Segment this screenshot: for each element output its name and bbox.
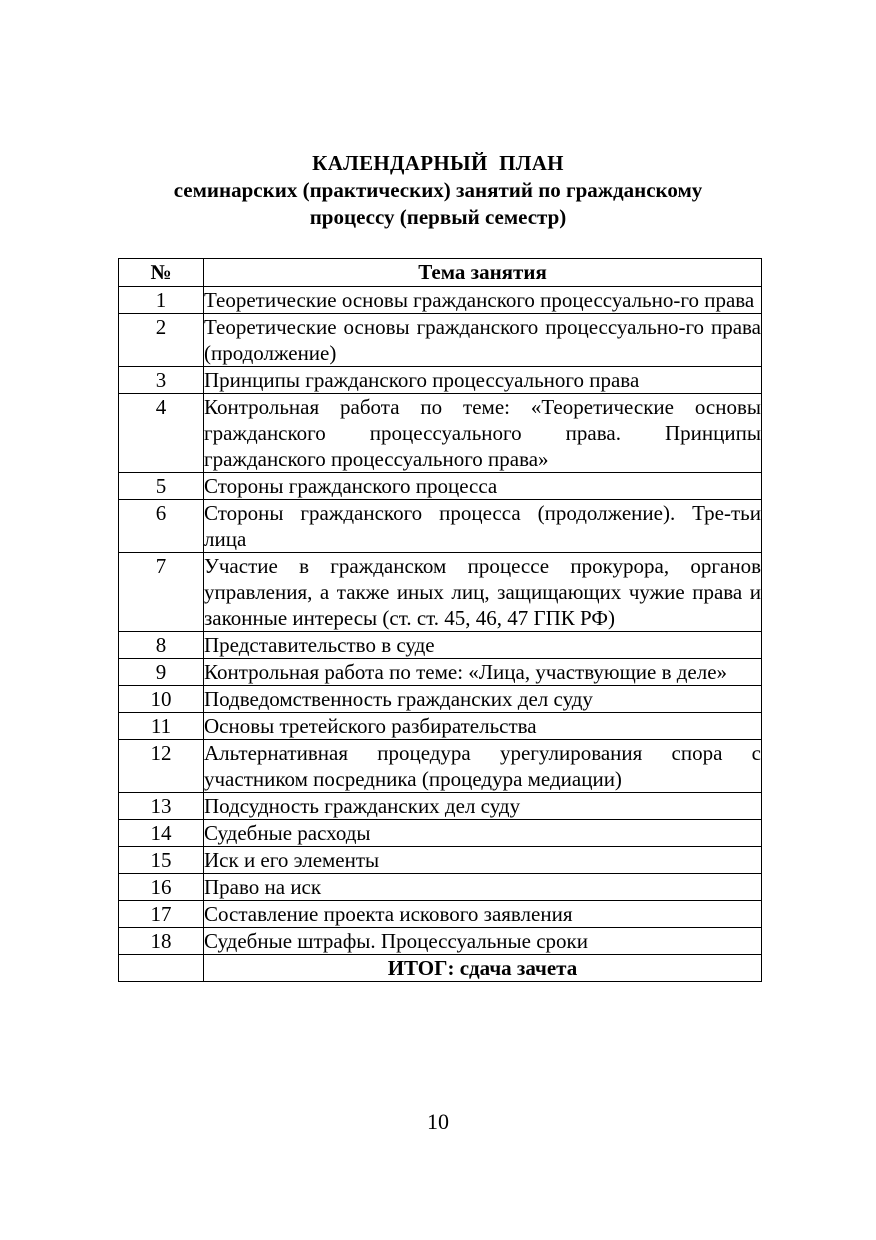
row-topic: Основы третейского разбирательства <box>204 713 762 740</box>
row-topic: Судебные штрафы. Процессуальные сроки <box>204 928 762 955</box>
table-row <box>119 394 762 473</box>
row-number: 11 <box>119 713 204 740</box>
table-row <box>119 367 762 394</box>
row-number: 9 <box>119 659 204 686</box>
table-row <box>119 928 762 955</box>
total-row-label: ИТОГ: сдача зачета <box>204 955 762 982</box>
row-topic: Судебные расходы <box>204 820 762 847</box>
row-topic: Подведомственность гражданских дел суду <box>204 686 762 713</box>
row-topic: Контрольная работа по теме: «Теоретические основы гражданского процессуального права. Принципы гражданского процессуального права» <box>204 395 761 471</box>
row-topic: Стороны гражданского процесса (продолжение). Тре-тьи лица <box>204 501 761 551</box>
row-topic: Право на иск <box>204 874 762 901</box>
table-row <box>119 287 762 314</box>
column-header-number: № <box>119 259 204 287</box>
row-topic: Альтернативная процедура урегулирования спора с участником посредника (процедура медиации) <box>204 741 761 791</box>
row-topic: Составление проекта искового заявления <box>204 901 762 928</box>
row-number: 10 <box>119 686 204 713</box>
page-subtitle-line-2: процессу (первый семестр) <box>309 205 567 229</box>
table-row <box>119 740 762 793</box>
page-subtitle-line-1: семинарских (практических) занятий по гражданскому <box>173 178 703 202</box>
table-row <box>119 793 762 820</box>
table-row <box>119 847 762 874</box>
row-number: 4 <box>119 394 204 473</box>
row-number: 16 <box>119 874 204 901</box>
row-topic: Теоретические основы гражданского процессуально-го права (продолжение) <box>204 315 761 365</box>
row-number: 3 <box>119 367 204 394</box>
table-row <box>119 553 762 632</box>
row-number: 17 <box>119 901 204 928</box>
table-header-row <box>119 259 762 287</box>
page-title: КАЛЕНДАРНЫЙ ПЛАН <box>312 151 564 175</box>
row-number: 12 <box>119 740 204 793</box>
title-block <box>0 150 876 231</box>
row-number: 13 <box>119 793 204 820</box>
row-topic: Теоретические основы гражданского процессуально-го права <box>204 287 762 314</box>
table-row <box>119 314 762 367</box>
table-row <box>119 473 762 500</box>
table-row <box>119 500 762 553</box>
table-row <box>119 874 762 901</box>
table-row <box>119 686 762 713</box>
column-header-topic: Тема занятия <box>204 259 762 287</box>
total-row-number-cell <box>119 955 204 982</box>
table-row <box>119 659 762 686</box>
table-total-row <box>119 955 762 982</box>
seminar-plan-table <box>118 258 762 982</box>
row-number: 8 <box>119 632 204 659</box>
row-topic: Иск и его элементы <box>204 847 762 874</box>
row-number: 6 <box>119 500 204 553</box>
page-number: 10 <box>427 1109 449 1134</box>
row-number: 1 <box>119 287 204 314</box>
row-topic: Подсудность гражданских дел суду <box>204 793 762 820</box>
table-row <box>119 901 762 928</box>
table-row <box>119 713 762 740</box>
table-row <box>119 632 762 659</box>
row-topic: Представительство в суде <box>204 632 762 659</box>
row-topic: Контрольная работа по теме: «Лица, участвующие в деле» <box>204 659 762 686</box>
table-row <box>119 820 762 847</box>
row-topic: Стороны гражданского процесса <box>204 473 762 500</box>
row-number: 2 <box>119 314 204 367</box>
row-topic: Принципы гражданского процессуального права <box>204 367 762 394</box>
row-number: 15 <box>119 847 204 874</box>
row-number: 7 <box>119 553 204 632</box>
row-number: 14 <box>119 820 204 847</box>
row-number: 18 <box>119 928 204 955</box>
row-number: 5 <box>119 473 204 500</box>
row-topic: Участие в гражданском процессе прокурора, органов управления, а также иных лиц, защищающих чужие права и законные интересы (ст. ст. 45, 46, 47 ГПК РФ) <box>204 554 761 630</box>
